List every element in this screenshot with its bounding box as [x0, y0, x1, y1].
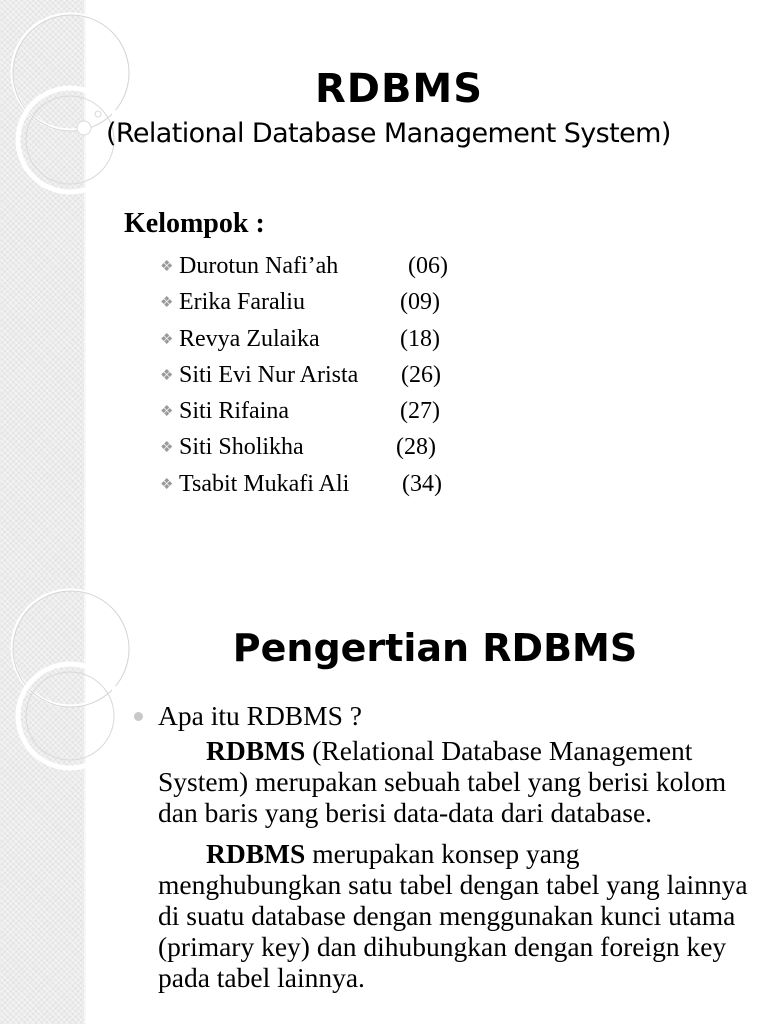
diamond-cluster-icon: ❖	[160, 476, 174, 493]
round-bullet-icon	[134, 712, 143, 721]
paragraph-text: (Relational Database Management System) merupakan sebuah tabel yang berisi kolom dan baris yang berisi data-data dari database.	[158, 735, 727, 828]
slide-title-text: RDBMS	[314, 66, 484, 112]
member-name: Tsabit Mukafi Ali	[179, 470, 350, 497]
member-name: Durotun Nafi’ah	[179, 253, 339, 279]
member-item	[160, 395, 440, 431]
member-number: (06)	[408, 253, 448, 279]
diamond-cluster-icon: ❖	[160, 259, 174, 275]
member-name: Siti Rifaina	[179, 398, 289, 425]
member-number: (28)	[396, 434, 436, 461]
member-item	[160, 250, 448, 286]
diamond-cluster-icon: ❖	[160, 295, 174, 312]
member-number: (34)	[402, 470, 442, 497]
diamond-cluster-icon: ❖	[160, 331, 174, 348]
diamond-cluster-icon: ❖	[160, 367, 174, 384]
member-name: Erika Faraliu	[179, 289, 305, 316]
decorative-circles-icon	[0, 576, 140, 776]
member-item	[160, 323, 440, 359]
slide-title-text: Pengertian RDBMS	[232, 626, 638, 670]
question-item	[158, 700, 748, 731]
paragraph-lead: RDBMS	[206, 735, 306, 766]
diamond-cluster-icon: ❖	[160, 404, 174, 421]
member-item	[160, 359, 441, 395]
slide-definition	[0, 576, 768, 1024]
member-name: Revya Zulaika	[179, 325, 320, 352]
question-text: Apa itu RDBMS ?	[158, 700, 362, 731]
member-item	[160, 468, 442, 504]
slide-body	[158, 700, 748, 1003]
slide-subtitle: (Relational Database Management System)	[106, 118, 671, 149]
member-item	[160, 286, 440, 322]
paragraph-text: merupakan konsep yang menghubungkan satu tabel dengan tabel yang lainnya di suatu database dengan menggunakan kunci utama (primary key) dan dihubungkan dengan foreign key pada tabel lainnya.	[158, 838, 748, 993]
paragraph	[158, 735, 748, 828]
member-list	[160, 250, 448, 504]
paragraph-lead: RDBMS	[206, 838, 306, 869]
member-name: Siti Evi Nur Arista	[179, 361, 359, 388]
diamond-cluster-icon: ❖	[160, 440, 174, 457]
member-name: Siti Sholikha	[179, 434, 304, 461]
member-number: (27)	[400, 398, 440, 425]
member-number: (18)	[400, 325, 440, 352]
member-number: (09)	[400, 289, 440, 316]
member-number: (26)	[401, 361, 441, 388]
paragraph	[158, 838, 748, 993]
group-label: Kelompok :	[124, 208, 265, 239]
member-item	[160, 431, 436, 467]
